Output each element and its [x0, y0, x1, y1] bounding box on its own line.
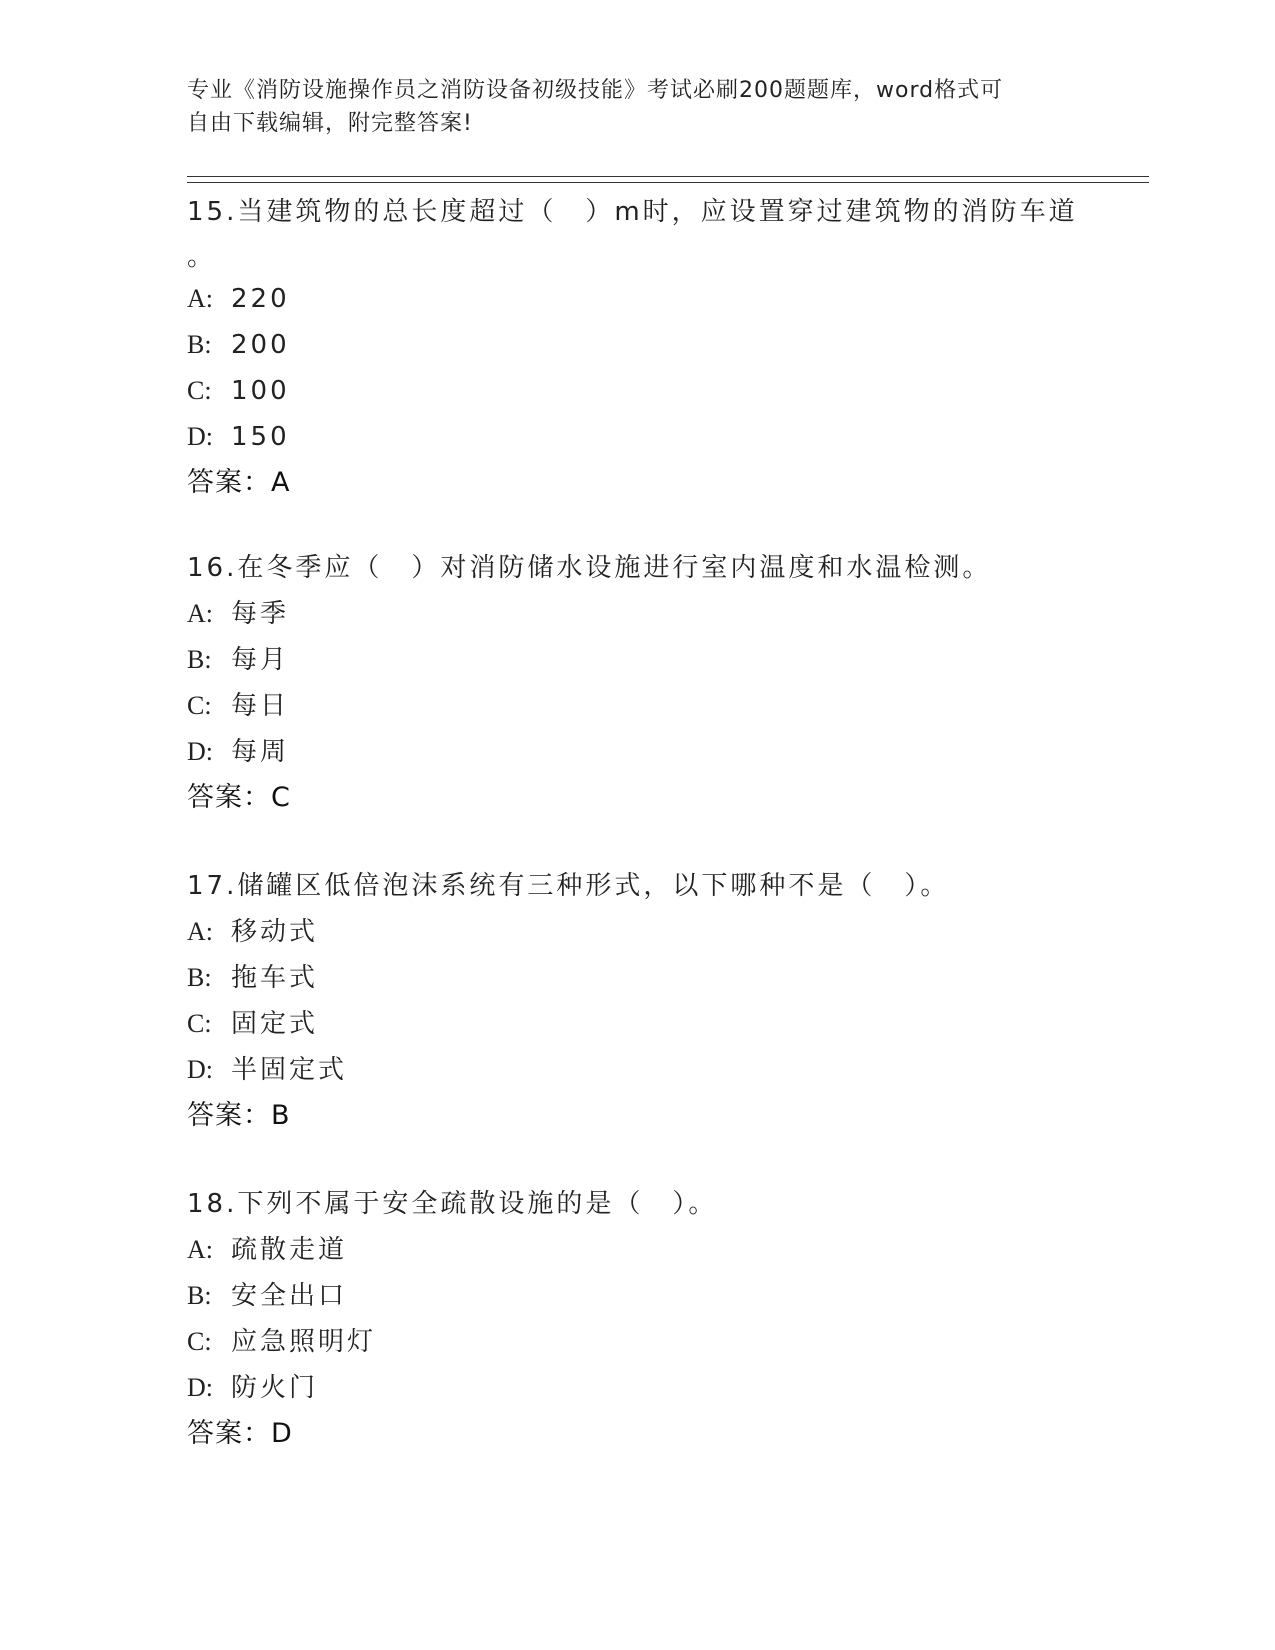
- question-18: [187, 1181, 1087, 1457]
- header-line-2: 自由下载编辑，附完整答案!: [187, 111, 473, 136]
- header-line-1: 专业《消防设施操作员之消防设备初级技能》考试必刷200题题库，word格式可: [187, 78, 1004, 103]
- option-c: [187, 683, 1087, 729]
- option-text: 每日: [231, 691, 290, 721]
- option-text: 100: [231, 376, 290, 406]
- question-stem: 16.在冬季应（ ）对消防储水设施进行室内温度和水温检测。: [187, 553, 992, 583]
- option-b: [187, 1273, 1087, 1319]
- option-text: 安全出口: [231, 1281, 348, 1311]
- option-text: 每季: [231, 599, 290, 629]
- header-divider-bottom: [187, 182, 1149, 183]
- option-c: [187, 368, 1087, 414]
- document-header: [187, 74, 1067, 140]
- option-text: 移动式: [231, 917, 319, 947]
- header-divider-top: [187, 176, 1149, 177]
- option-d: [187, 1047, 1087, 1093]
- question-17: [187, 863, 1087, 1139]
- option-text: 固定式: [231, 1009, 319, 1039]
- option-a: [187, 591, 1087, 637]
- answer-label: 答案：: [187, 467, 271, 498]
- option-key: C:: [187, 1327, 212, 1356]
- answer-line: [187, 775, 1087, 821]
- option-text: 150: [231, 422, 290, 452]
- answer-label: 答案：: [187, 1418, 271, 1449]
- option-key: A:: [187, 284, 213, 313]
- option-text: 防火门: [231, 1373, 319, 1403]
- option-key: D:: [187, 422, 213, 451]
- option-a: [187, 276, 1087, 322]
- answer-line: [187, 1411, 1087, 1457]
- option-key: D:: [187, 737, 213, 766]
- option-a: [187, 1227, 1087, 1273]
- option-d: [187, 729, 1087, 775]
- question-stem: 18.下列不属于安全疏散设施的是（ ）。: [187, 1189, 718, 1219]
- option-key: A:: [187, 917, 213, 946]
- option-key: C:: [187, 376, 212, 405]
- option-text: 应急照明灯: [231, 1327, 377, 1357]
- option-text: 拖车式: [231, 963, 319, 993]
- question-16: [187, 545, 1087, 821]
- option-c: [187, 1001, 1087, 1047]
- question-15: [187, 186, 1087, 506]
- question-stem: 17.储罐区低倍泡沫系统有三种形式，以下哪种不是（ ）。: [187, 871, 950, 901]
- answer-line: [187, 460, 1087, 506]
- option-text: 200: [231, 330, 290, 360]
- answer-value: A: [271, 467, 291, 498]
- option-b: [187, 637, 1087, 683]
- answer-value: C: [271, 782, 291, 813]
- question-stem-continued: 。: [187, 242, 217, 272]
- question-stem: 15.当建筑物的总长度超过（ ）m时，应设置穿过建筑物的消防车道: [187, 197, 1078, 227]
- option-key: A:: [187, 1235, 213, 1264]
- answer-label: 答案：: [187, 1100, 271, 1131]
- option-d: [187, 1365, 1087, 1411]
- answer-line: [187, 1093, 1087, 1139]
- option-key: B:: [187, 963, 212, 992]
- option-text: 220: [231, 284, 290, 314]
- option-b: [187, 322, 1087, 368]
- option-key: B:: [187, 645, 212, 674]
- option-key: B:: [187, 330, 212, 359]
- answer-label: 答案：: [187, 782, 271, 813]
- option-key: D:: [187, 1373, 213, 1402]
- option-a: [187, 909, 1087, 955]
- option-c: [187, 1319, 1087, 1365]
- option-key: A:: [187, 599, 213, 628]
- option-text: 每周: [231, 737, 290, 767]
- option-text: 疏散走道: [231, 1235, 348, 1265]
- option-b: [187, 955, 1087, 1001]
- answer-value: D: [271, 1418, 293, 1449]
- option-key: B:: [187, 1281, 212, 1310]
- option-text: 每月: [231, 645, 290, 675]
- option-key: D:: [187, 1055, 213, 1084]
- answer-value: B: [271, 1100, 291, 1131]
- option-key: C:: [187, 691, 212, 720]
- option-d: [187, 414, 1087, 460]
- option-key: C:: [187, 1009, 212, 1038]
- option-text: 半固定式: [231, 1055, 348, 1085]
